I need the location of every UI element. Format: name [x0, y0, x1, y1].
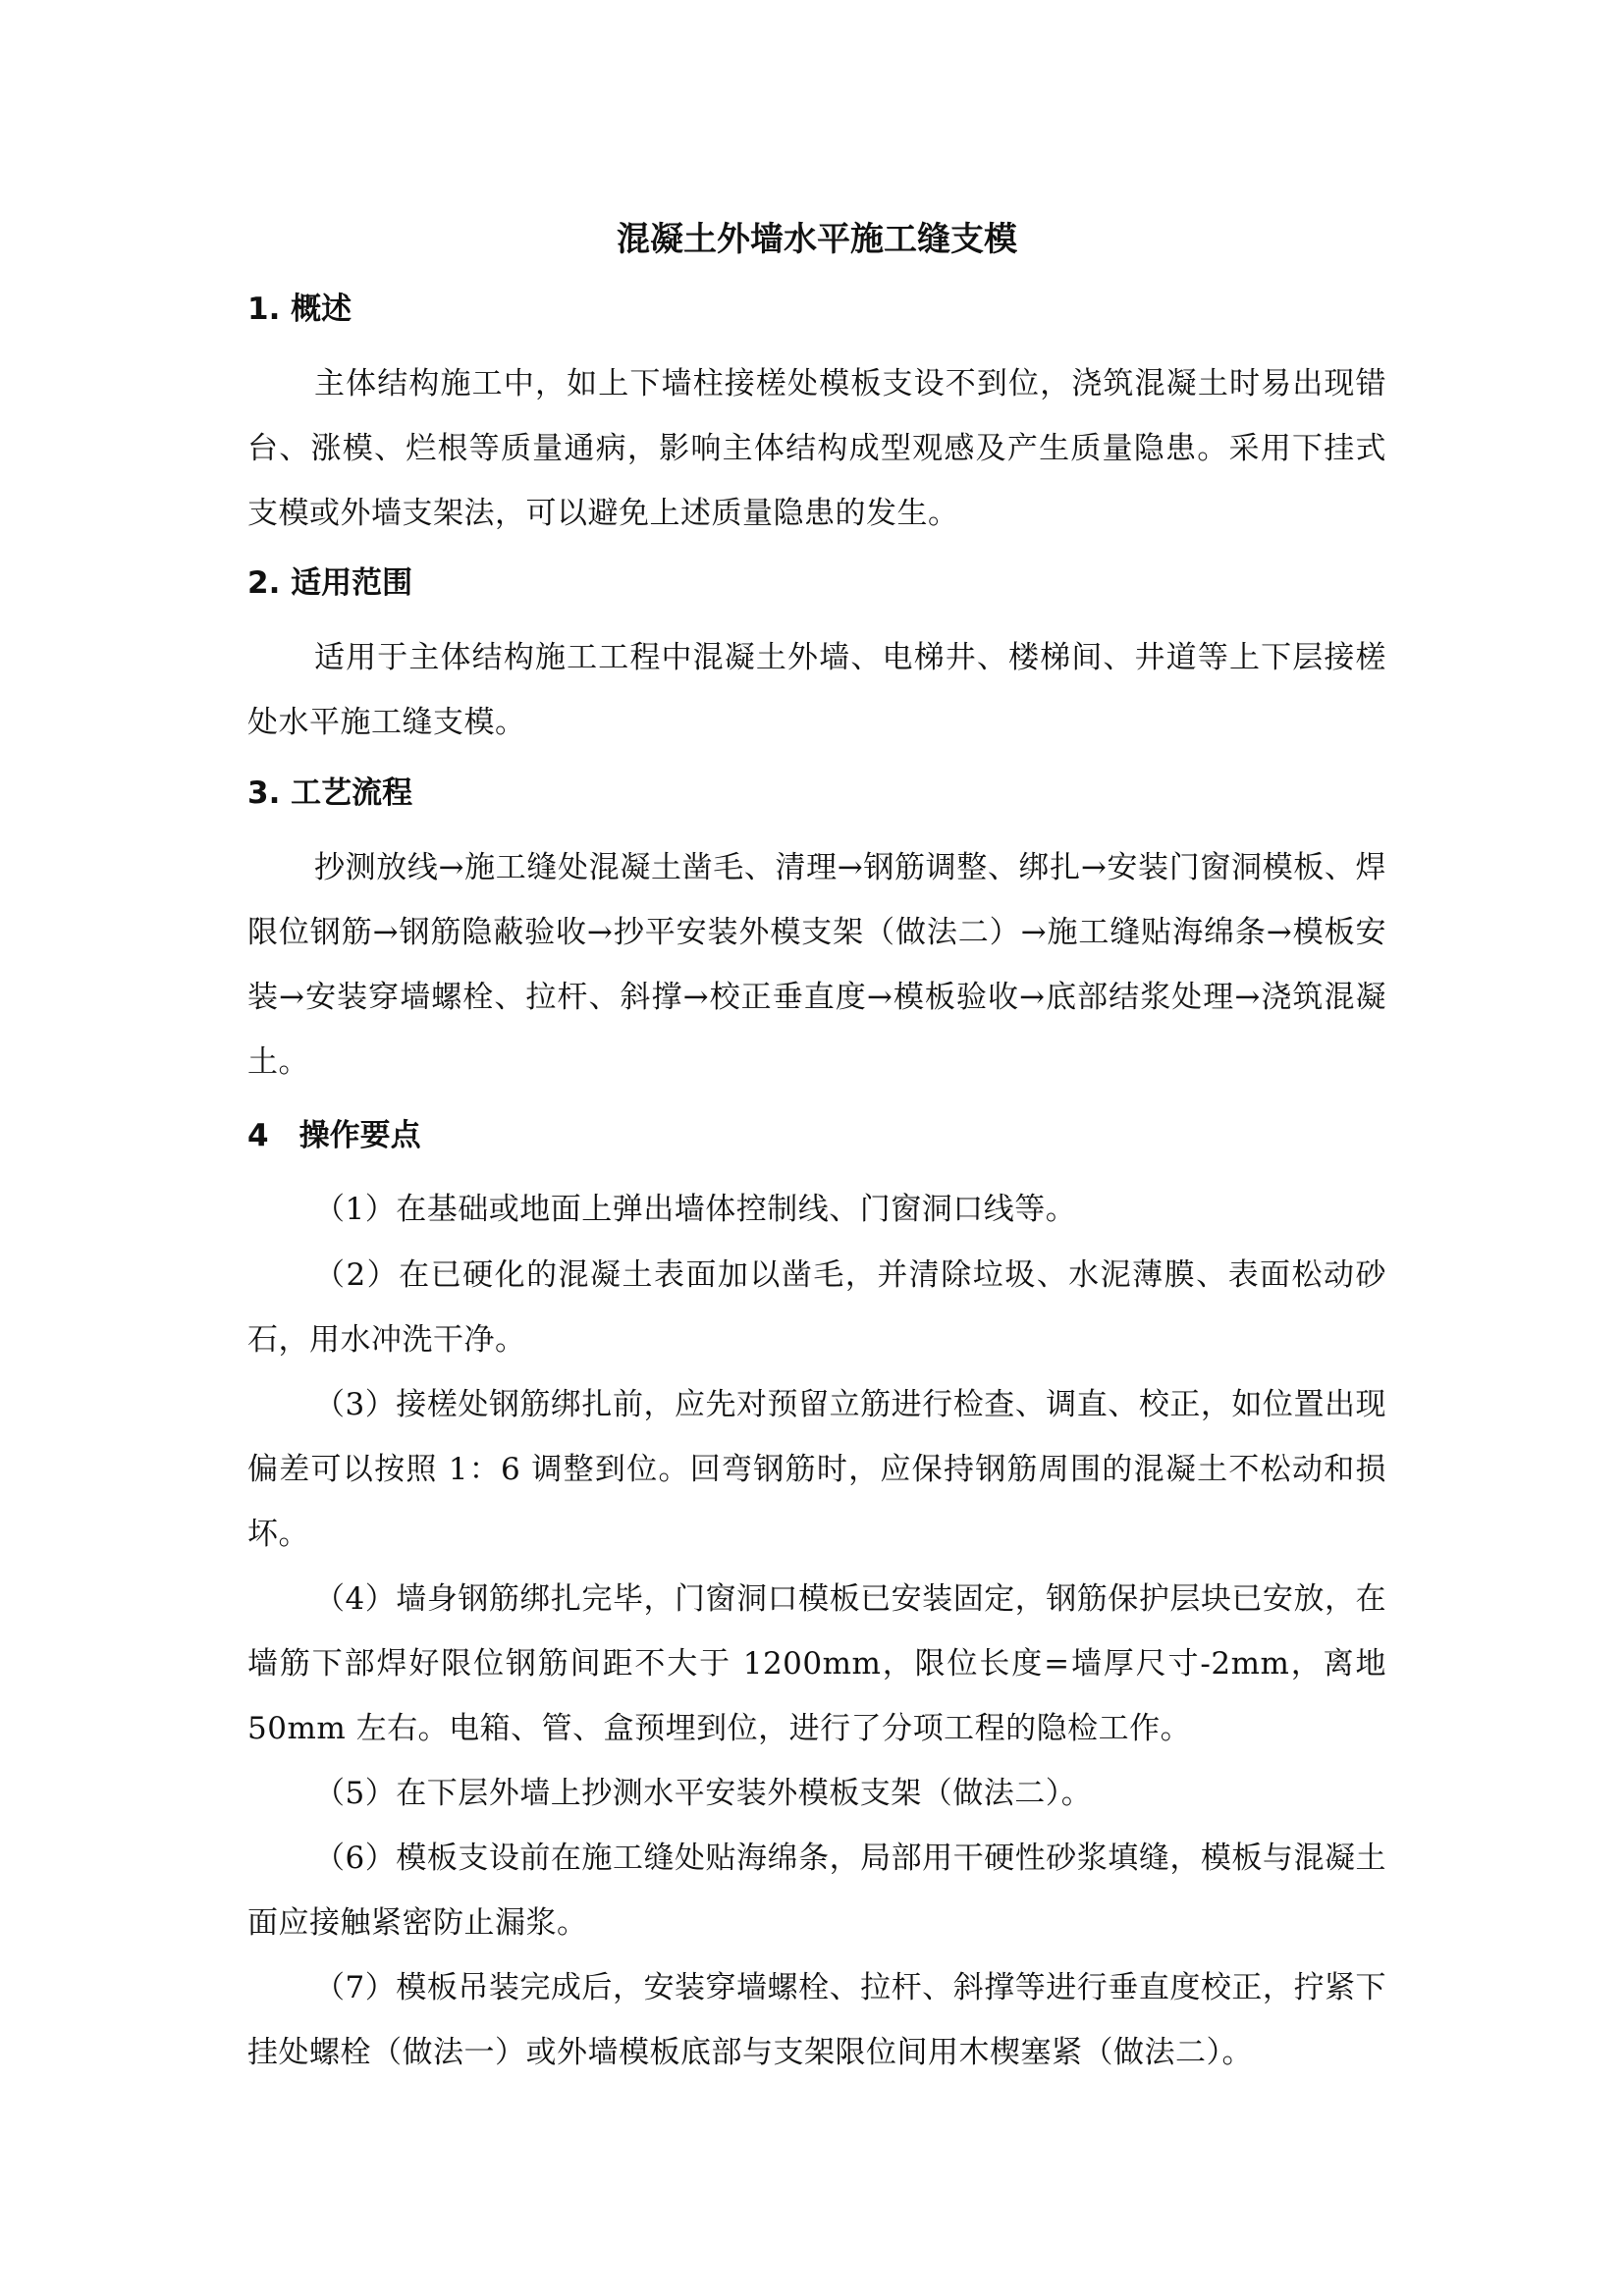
document-title: 混凝土外墙水平施工缝支模: [617, 220, 1017, 259]
key-point-1: （1）在基础或地面上弹出墙体控制线、门窗洞口线等。: [314, 1192, 1077, 1227]
overview-paragraph: 主体结构施工中，如上下墙柱接槎处模板支设不到位，浇筑混凝土时易出现错台、涨模、烂根等质量通病，影响主体结构成型观感及产生质量隐患。采用下挂式支模或外墙支架法，可以避免上述质量隐患的发生。: [247, 366, 1386, 531]
key-point-6: （6）模板支设前在施工缝处贴海绵条，局部用干硬性砂浆填缝，模板与混凝土面应接触紧密防止漏浆。: [247, 1841, 1386, 1941]
key-point-3: （3）接槎处钢筋绑扎前，应先对预留立筋进行检查、调直、校正，如位置出现偏差可以按照 1：6 调整到位。回弯钢筋时，应保持钢筋周围的混凝土不松动和损坏。: [247, 1387, 1386, 1552]
key-point-7: （7）模板吊装完成后，安装穿墙螺栓、拉杆、斜撑等进行垂直度校正，拧紧下挂处螺栓（做法一）或外墙模板底部与支架限位间用木楔塞紧（做法二）。: [247, 1970, 1386, 2070]
section-heading-key-points: 4 操作要点: [247, 1118, 421, 1153]
section-heading-overview: 1. 概述: [247, 292, 352, 327]
key-point-2: （2）在已硬化的混凝土表面加以凿毛，并清除垃圾、水泥薄膜、表面松动砂石，用水冲洗干净。: [247, 1257, 1386, 1358]
key-point-4: （4）墙身钢筋绑扎完毕，门窗洞口模板已安装固定，钢筋保护层块已安放，在墙筋下部焊好限位钢筋间距不大于 1200mm，限位长度=墙厚尺寸-2mm，离地 50mm 左右。电箱、管、盒预埋到位，进行了分项工程的隐检工作。: [247, 1581, 1386, 1746]
scope-paragraph: 适用于主体结构施工工程中混凝土外墙、电梯井、楼梯间、井道等上下层接槎处水平施工缝支模。: [247, 640, 1386, 740]
process-flow-paragraph: 抄测放线→施工缝处混凝土凿毛、清理→钢筋调整、绑扎→安装门窗洞模板、焊限位钢筋→钢筋隐蔽验收→抄平安装外模支架（做法二）→施工缝贴海绵条→模板安装→安装穿墙螺栓、拉杆、斜撑→校正垂直度→模板验收→底部结浆处理→浇筑混凝土。: [247, 850, 1386, 1080]
section-heading-scope: 2. 适用范围: [247, 565, 413, 601]
key-point-5: （5）在下层外墙上抄测水平安装外模板支架（做法二）。: [314, 1776, 1093, 1811]
section-heading-process-flow: 3. 工艺流程: [247, 775, 413, 811]
